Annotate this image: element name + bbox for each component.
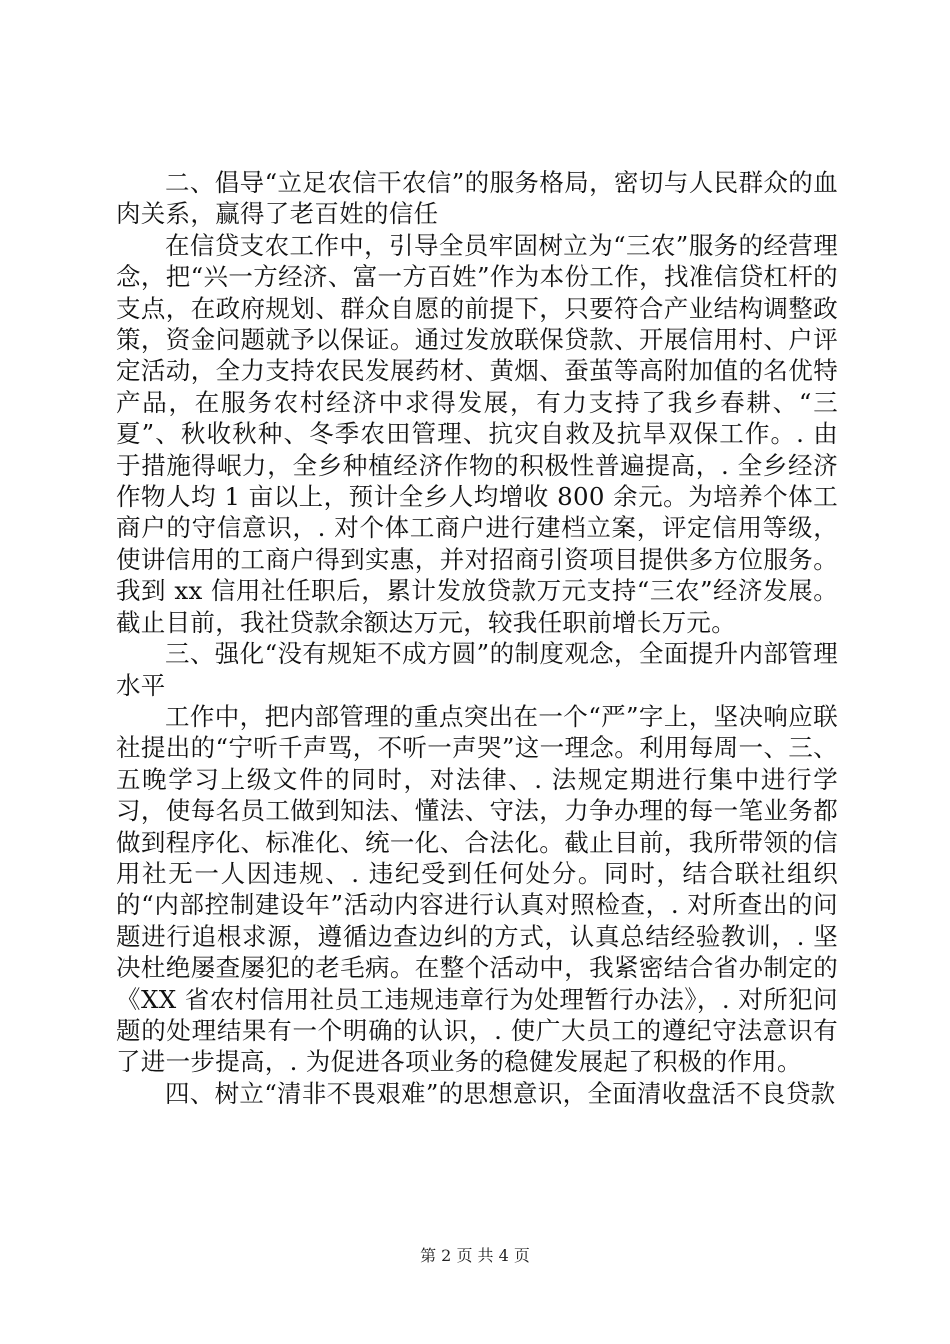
document-body <box>116 167 838 1109</box>
body-paragraph: 在信贷支农工作中，引导全员牢固树立为“三农”服务的经营理念，把“兴一方经济、富一方百姓”作为本份工作，找准信贷杠杆的支点，在政府规划、群众自愿的前提下，只要符合产业结构调整政策，资金问题就予以保证。通过发放联保贷款、开展信用村、户评定活动，全力支持农民发展药材、黄烟、蚕茧等高附加值的名优特产品，在服务农村经济中求得发展，有力支持了我乡春耕、“三夏”、秋收秋种、冬季农田管理、抗灾自救及抗旱双保工作。. 由于措施得岷力，全乡种植经济作物的积极性普遍提高，. 全乡经济作物人均 1 亩以上，预计全乡人均增收 800 余元。为培养个体工商户的守信意识，. 对个体工商户进行建档立案，评定信用等级，使讲信用的工商户得到实惠，并对招商引资项目提供多方位服务。我到 xx 信用社任职后，累计发放贷款万元支持“三农”经济发展。截止目前，我社贷款余额达万元，较我任职前增长万元。 <box>116 230 839 637</box>
section-heading-3: 三、强化“没有规矩不成方圆”的制度观念，全面提升内部管理水平 <box>116 639 838 700</box>
page-number-footer: 第 2 页 共 4 页 <box>420 1246 530 1265</box>
section-heading-2: 二、倡导“立足农信干农信”的服务格局，密切与人民群众的血肉关系，赢得了老百姓的信任 <box>116 168 838 229</box>
section-heading-4: 四、树立“清非不畏艰难”的思想意识，全面清收盘活不良贷款 <box>165 1078 836 1108</box>
body-paragraph: 工作中，把内部管理的重点突出在一个“严”字上，坚决响应联社提出的“宁听千声骂，不听一声哭”这一理念。利用每周一、三、五晚学习上级文件的同时，对法律、. 法规定期进行集中进行学习，使每名员工做到知法、懂法、守法，力争办理的每一笔业务都做到程序化、标准化、统一化、合法化。截止目前，我所带领的信用社无一人因违规、. 违纪受到任何处分。同时，结合联社组织的“内部控制建设年”活动内容进行认真对照检查，. 对所查出的问题进行追根求源，遵循边查边纠的方式，认真总结经验教训，. 坚决杜绝屡查屡犯的老毛病。在整个活动中，我紧密结合省办制定的《XX 省农村信用社员工违规违章行为处理暂行办法》，. 对所犯问题的处理结果有一个明确的认识，. 使广大员工的遵纪守法意识有了进一步提高，. 为促进各项业务的稳健发展起了积极的作用。 <box>116 701 838 1077</box>
